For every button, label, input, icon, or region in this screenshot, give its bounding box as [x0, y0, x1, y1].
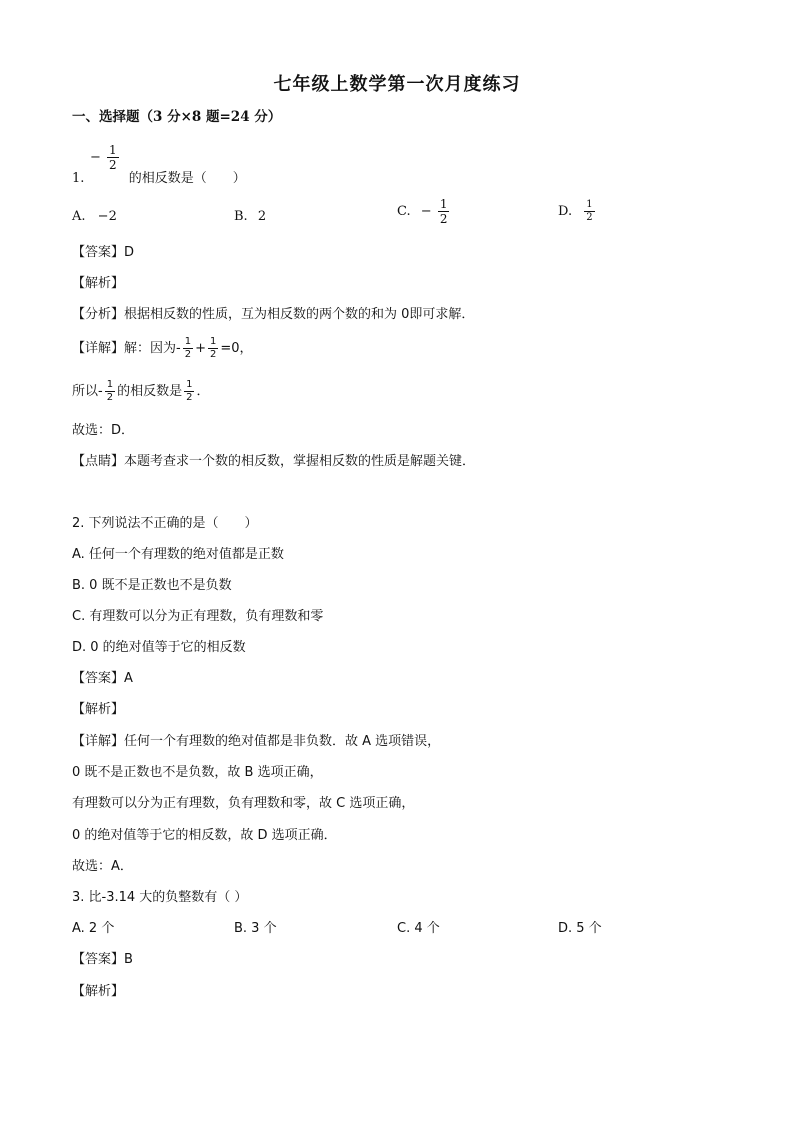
q3-analysis-heading: 【解析】	[72, 984, 125, 999]
q1-fenxi: 【分析】根据相反数的性质，互为相反数的两个数的和为 0即可求解．	[72, 307, 475, 322]
q2-detail-line2: 0 既不是正数也不是负数，故 B 选项正确，	[72, 765, 323, 780]
q2-choose: 故选：A．	[72, 859, 133, 874]
q1-option-d: D. $\frac{1}{2}$	[558, 199, 593, 223]
q2-analysis-heading: 【解析】	[72, 702, 125, 717]
q2-detail-line3: 有理数可以分为正有理数，负有理数和零，故 C 选项正确，	[72, 796, 415, 811]
page-title: 七年级上数学第一次月度练习	[273, 74, 521, 95]
q1-prefix-fraction: − $\frac{1}{2}$	[90, 143, 117, 172]
q1-option-b: B. 2	[234, 209, 267, 224]
q1-choose: 故选：D．	[72, 423, 135, 438]
q2-option-b: B. 0 既不是正数也不是负数	[72, 578, 232, 593]
q2-detail-line4: 0 的绝对值等于它的相反数，故 D 选项正确．	[72, 828, 337, 843]
q2-detail-line1: 【详解】任何一个有理数的绝对值都是非负数．故 A 选项错误，	[72, 734, 441, 749]
q3-option-d: D. 5 个	[558, 921, 602, 936]
q3-answer: 【答案】B	[72, 952, 133, 967]
q3-option-a: A. 2 个	[72, 921, 115, 936]
q1-detail-line1: 【详解】解：因为- $\frac{1}{2}$ + $\frac{1}{2}$ =0，	[72, 336, 253, 360]
q1-stem	[72, 170, 246, 188]
q3-option-b: B. 3 个	[234, 921, 277, 936]
section-heading: 一、选择题（3 分×8 题=24 分）	[72, 109, 282, 125]
q1-dianjing: 【点睛】本题考查求一个数的相反数，掌握相反数的性质是解题关键．	[72, 454, 476, 469]
q1-option-c: C. − $\frac{1}{2}$	[397, 197, 448, 226]
q3-stem: 3. 比-3.14 大的负整数有（ ）	[72, 890, 248, 905]
q1-answer: 【答案】D	[72, 245, 135, 260]
q2-option-d: D. 0 的绝对值等于它的相反数	[72, 640, 246, 655]
q2-option-a: A. 任何一个有理数的绝对值都是正数	[72, 547, 284, 562]
q1-detail-line2: 所以- $\frac{1}{2}$ 的相反数是 $\frac{1}{2}$ ．	[72, 379, 210, 403]
q1-stem-text: 的相反数是（ ）	[128, 171, 246, 186]
q2-option-c: C. 有理数可以分为正有理数，负有理数和零	[72, 609, 324, 624]
q1-analysis-heading: 【解析】	[72, 276, 125, 291]
q3-option-c: C. 4 个	[397, 921, 440, 936]
q1-number: 1.	[72, 171, 85, 186]
q1-option-a: A. −2	[72, 209, 117, 224]
q2-stem: 2. 下列说法不正确的是（ ）	[72, 516, 258, 531]
q2-answer: 【答案】A	[72, 671, 133, 686]
